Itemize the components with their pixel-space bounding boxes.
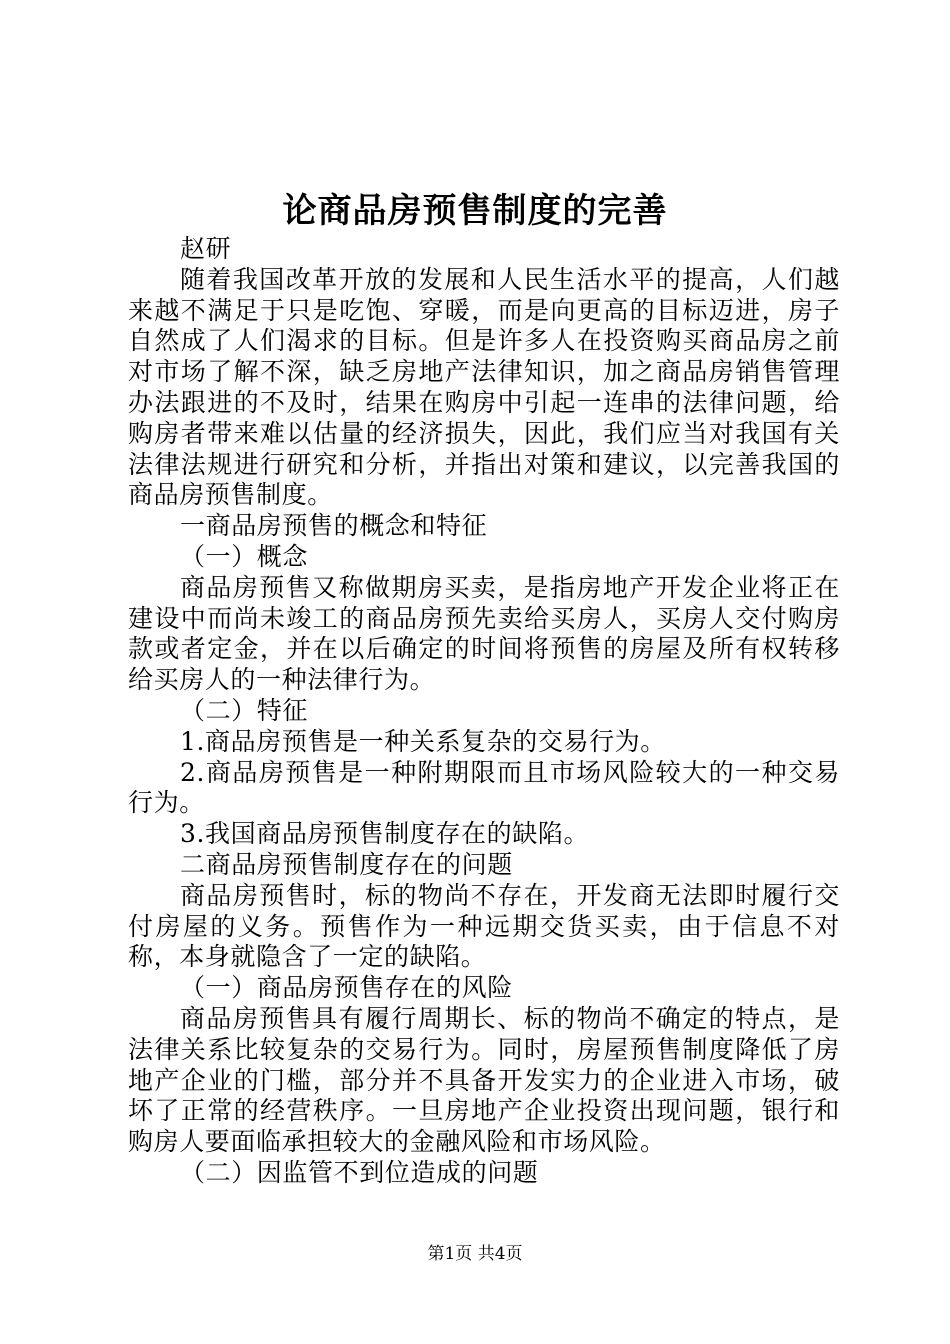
subsection-heading-supervision: （二）因监管不到位造成的问题 bbox=[180, 1157, 539, 1187]
subsection-heading-concept: （一）概念 bbox=[180, 541, 309, 571]
list-item-feature-2: 2.商品房预售是一种附期限而且市场风险较大的一种交易行为。 bbox=[128, 757, 840, 818]
list-item-feature-1: 1.商品房预售是一种关系复杂的交易行为。 bbox=[180, 726, 666, 756]
document-title: 论商品房预售制度的完善 bbox=[282, 191, 668, 231]
section-heading-1: 一商品房预售的概念和特征 bbox=[180, 511, 488, 541]
paragraph-problems: 商品房预售时，标的物尚不存在，开发商无法即时履行交付房屋的义务。预售作为一种远期交货买卖，由于信息不对称，本身就隐含了一定的缺陷。 bbox=[128, 880, 840, 972]
paragraph-risks: 商品房预售具有履行周期长、标的物尚不确定的特点，是法律关系比较复杂的交易行为。同时，房屋预售制度降低了房地产企业的门槛，部分并不具备开发实力的企业进入市场，破坏了正常的经营秩序。一旦房地产企业投资出现问题，银行和购房人要面临承担较大的金融风险和市场风险。 bbox=[128, 1003, 840, 1157]
paragraph-concept: 商品房预售又称做期房买卖，是指房地产开发企业将正在建设中而尚未竣工的商品房预先卖给买房人，买房人交付购房款或者定金，并在以后确定的时间将预售的房屋及所有权转移给买房人的一种法律行为。 bbox=[128, 572, 840, 695]
section-heading-2: 二商品房预售制度存在的问题 bbox=[180, 849, 513, 879]
paragraph-intro: 随着我国改革开放的发展和人民生活水平的提高，人们越来越不满足于只是吃饱、穿暖，而是向更高的目标迈进，房子自然成了人们渴求的目标。但是许多人在投资购买商品房之前对市场了解不深，缺乏房地产法律知识，加之商品房销售管理办法跟进的不及时，结果在购房中引起一连串的法律问题，给购房者带来难以估量的经济损失，因此，我们应当对我国有关法律法规进行研究和分析，并指出对策和建议，以完善我国的商品房预售制度。 bbox=[128, 264, 840, 510]
author-name: 赵研 bbox=[180, 234, 232, 263]
subsection-heading-risks: （一）商品房预售存在的风险 bbox=[180, 973, 513, 1003]
list-item-feature-3: 3.我国商品房预售制度存在的缺陷。 bbox=[180, 819, 590, 849]
page-footer: 第1页 共4页 bbox=[427, 1244, 523, 1264]
document-body bbox=[128, 234, 840, 1189]
subsection-heading-features: （二）特征 bbox=[180, 695, 309, 725]
